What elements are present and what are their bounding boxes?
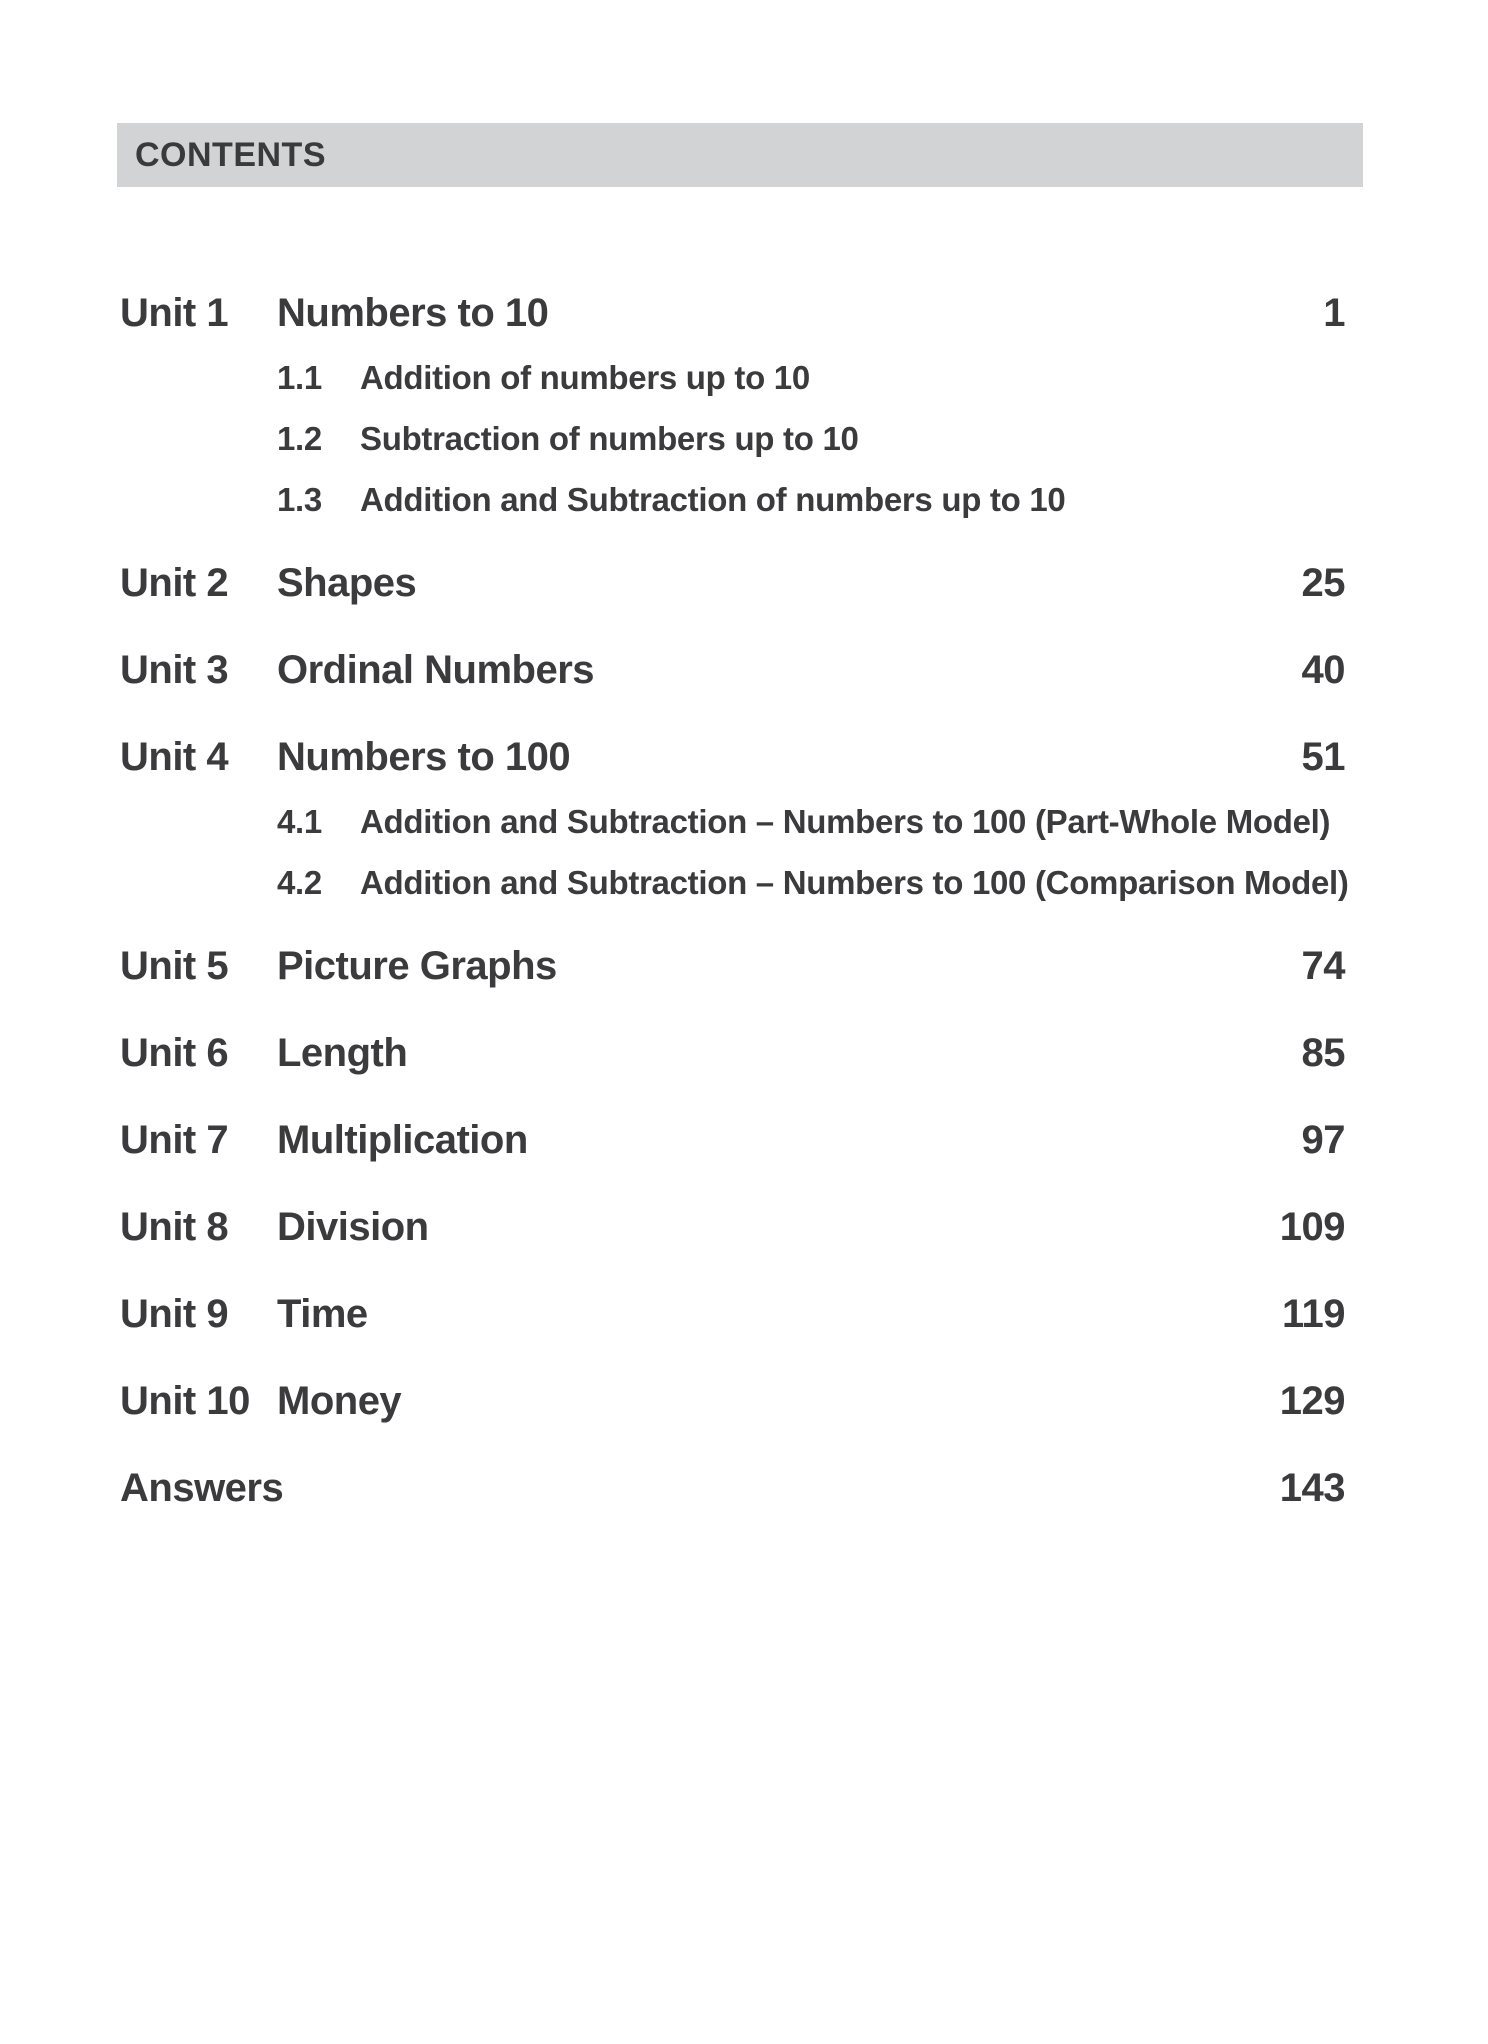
page-number: 85 (1301, 1031, 1345, 1075)
toc-sub-entry (0, 360, 1488, 396)
unit-label: Unit 4 (120, 735, 229, 779)
unit-title: Length (277, 1031, 408, 1075)
toc-sub-entry (0, 804, 1488, 840)
sub-title: Addition of numbers up to 10 (360, 359, 810, 396)
toc-entry (0, 1031, 1488, 1075)
toc-entry (0, 1466, 1488, 1510)
page-number: 129 (1279, 1379, 1345, 1423)
sub-number: 4.1 (277, 803, 322, 840)
page-number: 119 (1281, 1292, 1345, 1336)
sub-number: 1.3 (277, 481, 322, 518)
toc-list (0, 291, 1488, 1510)
unit-title: Shapes (277, 561, 417, 605)
sub-title: Addition and Subtraction – Numbers to 100 (Comparison Model) (360, 864, 1349, 901)
unit-title: Numbers to 10 (277, 291, 549, 335)
toc-sub-entry (0, 865, 1488, 901)
toc-entry (0, 648, 1488, 692)
unit-label: Answers (120, 1466, 284, 1510)
unit-label: Unit 6 (120, 1031, 229, 1075)
unit-label: Unit 2 (120, 561, 229, 605)
toc-entry (0, 561, 1488, 605)
toc-sub-entry (0, 421, 1488, 457)
toc-entry (0, 1292, 1488, 1336)
page-number: 25 (1301, 561, 1345, 605)
unit-label: Unit 10 (120, 1379, 250, 1423)
unit-label: Unit 1 (120, 291, 229, 335)
page-number: 1 (1323, 291, 1345, 335)
unit-title: Multiplication (277, 1118, 528, 1162)
sub-title: Subtraction of numbers up to 10 (360, 420, 859, 457)
unit-label: Unit 9 (120, 1292, 229, 1336)
unit-title: Ordinal Numbers (277, 648, 595, 692)
toc-entry (0, 944, 1488, 988)
page-number: 143 (1279, 1466, 1345, 1510)
page-number: 109 (1279, 1205, 1345, 1249)
toc-sub-entry (0, 482, 1488, 518)
page-number: 40 (1301, 648, 1345, 692)
page-number: 51 (1301, 735, 1345, 779)
unit-title: Division (277, 1205, 429, 1249)
sub-title: Addition and Subtraction of numbers up to 10 (360, 481, 1066, 518)
unit-label: Unit 7 (120, 1118, 229, 1162)
unit-label: Unit 3 (120, 648, 229, 692)
unit-label: Unit 8 (120, 1205, 229, 1249)
page-number: 97 (1301, 1118, 1345, 1162)
sub-title: Addition and Subtraction – Numbers to 100 (Part-Whole Model) (360, 803, 1331, 840)
toc-entry (0, 1205, 1488, 1249)
unit-title: Picture Graphs (277, 944, 557, 988)
unit-title: Time (277, 1292, 368, 1336)
unit-title: Money (277, 1379, 402, 1423)
sub-number: 4.2 (277, 864, 322, 901)
toc-entry (0, 291, 1488, 335)
toc-entry (0, 1118, 1488, 1162)
contents-title: CONTENTS (135, 135, 326, 174)
page-number: 74 (1301, 944, 1345, 988)
toc-entry (0, 735, 1488, 779)
sub-number: 1.2 (277, 420, 322, 457)
contents-header-bar (117, 123, 1363, 187)
unit-title: Numbers to 100 (277, 735, 571, 779)
toc-entry (0, 1379, 1488, 1423)
unit-label: Unit 5 (120, 944, 229, 988)
sub-number: 1.1 (277, 359, 322, 396)
